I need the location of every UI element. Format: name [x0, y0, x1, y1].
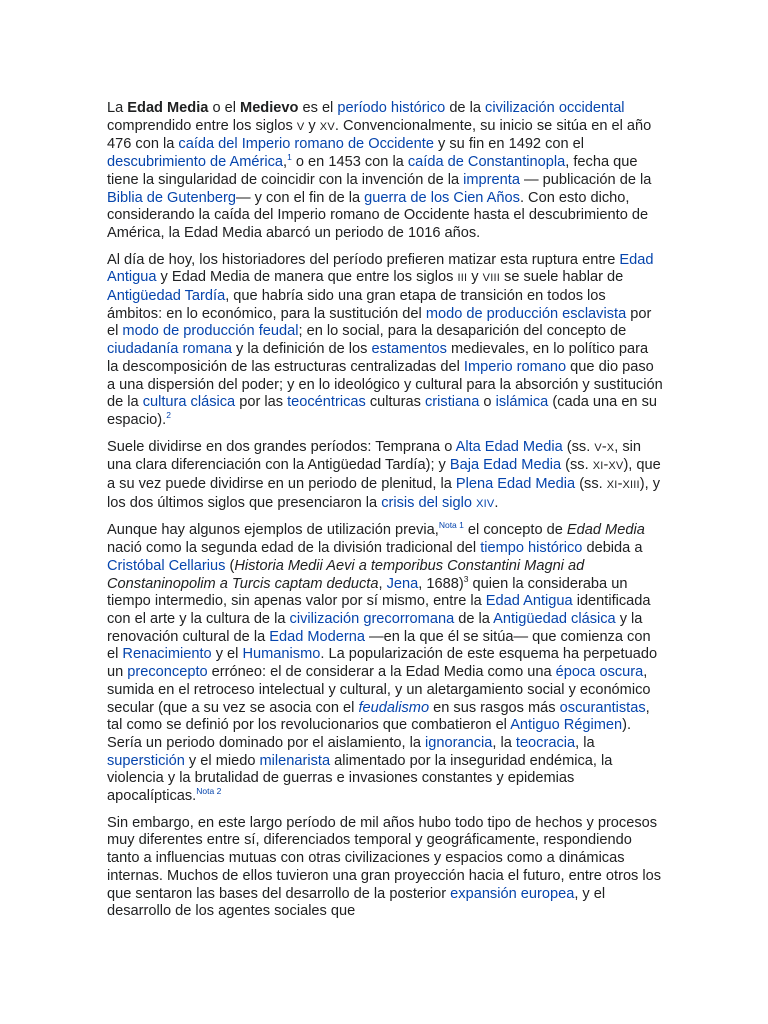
text-run: identificada con el arte y la cultura de la: [107, 593, 651, 627]
wiki-link[interactable]: guerra de los Cien Años: [364, 189, 520, 206]
text-run: y la renovación cultural de la: [107, 610, 643, 645]
text-run: ,: [378, 575, 387, 592]
wiki-link[interactable]: cristiana: [425, 394, 480, 411]
wiki-link[interactable]: teocracia: [515, 734, 576, 751]
text-run: , fecha que tiene la singularidad de coincidir con la invención de la: [107, 154, 638, 188]
text-run: — publicación de la: [519, 171, 652, 188]
wiki-link[interactable]: caída del Imperio romano de Occidente: [178, 136, 434, 153]
wiki-link[interactable]: modo de producción feudal: [122, 323, 299, 340]
text-run: (cada una en su espacio).: [107, 394, 658, 428]
paragraph-3: [107, 439, 663, 514]
wiki-link[interactable]: descubrimiento de América: [107, 154, 284, 171]
text-run: -: [603, 457, 609, 474]
wiki-link[interactable]: Jena: [386, 575, 419, 592]
wiki-link[interactable]: Renacimiento: [122, 646, 212, 663]
roman-numeral: XIII: [622, 479, 640, 492]
paragraph-1: [107, 100, 663, 243]
text-run: erróneo: el de considerar a la Edad Media como una: [207, 664, 556, 681]
wiki-link[interactable]: superstición: [107, 752, 185, 769]
reference-marker: [166, 410, 171, 420]
wiki-link[interactable]: feudalismo: [358, 699, 430, 716]
text-run: , la: [575, 734, 595, 751]
reference-marker: [196, 786, 221, 796]
reference-link[interactable]: Nota 1: [438, 520, 464, 531]
text-run: , la: [492, 734, 516, 751]
wiki-link[interactable]: época oscura: [555, 664, 644, 681]
wiki-link[interactable]: oscurantistas: [559, 699, 646, 716]
text-run: de la: [445, 100, 486, 116]
text-run: (ss.: [575, 476, 607, 493]
wiki-link[interactable]: Imperio romano: [463, 358, 567, 375]
text-run: y: [304, 117, 320, 134]
text-run: o el: [208, 100, 241, 116]
text-run: nació como la segunda edad de la división tradicional del: [107, 540, 481, 557]
text-run: —en la que él se sitúa— que comienza con el: [107, 628, 651, 663]
reference-link[interactable]: 2: [166, 409, 171, 420]
text-run: , sumida en el retroceso intelectual y cultural, y un aletargamiento social y económico secular (que a su vez se asocia con el: [107, 664, 651, 716]
text-run: o: [479, 394, 496, 411]
text-run: , que habría sido una gran etapa de transición en todos los ámbitos: en lo económico, para la sustitución del: [107, 288, 606, 322]
italic-text: Historia Medii Aevi a temporibus Constantini Magni ad Constaninopolim a Turcis captam deducta: [107, 557, 585, 592]
wiki-link[interactable]: Biblia de Gutenberg: [107, 189, 236, 206]
text-run: ,: [283, 154, 288, 171]
wiki-link[interactable]: Alta Edad Media: [455, 438, 563, 455]
text-run: culturas: [365, 394, 425, 411]
roman-numeral: V: [296, 120, 305, 133]
text-run: y: [467, 269, 483, 286]
text-run: en sus rasgos más: [429, 699, 560, 716]
wiki-link[interactable]: civilización grecorromana: [289, 610, 455, 627]
text-run: y la definición de los: [231, 341, 372, 358]
text-run: medievales, en lo político para la descomposición de las estructuras centralizadas del: [107, 341, 649, 375]
text-run: — y con el fin de la: [236, 189, 365, 206]
text-run: y Edad Media de manera que entre los siglos: [156, 269, 458, 286]
wiki-link[interactable]: XIV: [476, 497, 495, 510]
wiki-link[interactable]: Antiguo Régimen: [510, 717, 623, 734]
wiki-link[interactable]: crisis del siglo: [381, 494, 477, 511]
wiki-link[interactable]: civilización occidental: [485, 100, 625, 116]
bold-term: Medievo: [240, 100, 299, 116]
reference-marker: 3: [463, 573, 469, 584]
wiki-link[interactable]: Antigüedad Tardía: [107, 288, 226, 305]
wiki-link[interactable]: Humanismo: [242, 646, 321, 663]
wiki-link[interactable]: ciudadanía romana: [107, 341, 232, 358]
text-run: Sin embargo, en este largo período de mil años hubo todo tipo de hechos y procesos muy diferentes entre sí, diferenciados temporal y geográficamente, respondiendo tanto a influencias mutuas con otras civilizaciones y espacios como a dinámicas internas. Muchos de ellos tuvieron una gran proyección hacia el futuro, entre otros los que sentaron las bases del desarrollo de la posterior: [107, 814, 662, 902]
roman-numeral: XV: [608, 460, 624, 473]
text-run: y el: [211, 646, 243, 663]
paragraph-5: [107, 815, 663, 921]
wiki-link[interactable]: Antigüedad clásica: [493, 610, 616, 627]
roman-numeral: III: [457, 272, 468, 285]
text-run: Aunque hay algunos ejemplos de utilización previa,: [107, 522, 439, 539]
wiki-link[interactable]: período histórico: [337, 100, 446, 116]
text-run: se suele hablar de: [499, 269, 624, 286]
text-run: , y el desarrollo de los agentes sociales que: [107, 885, 606, 920]
article-body: [107, 100, 663, 930]
wiki-link[interactable]: Plena Edad Media: [455, 476, 576, 493]
wiki-link[interactable]: milenarista: [259, 752, 331, 769]
text-run: , 1688): [418, 575, 464, 592]
bold-term: Edad Media: [127, 100, 209, 116]
text-run: por las: [235, 394, 288, 411]
wiki-link[interactable]: Baja Edad Media: [449, 457, 562, 474]
text-run: (ss.: [561, 457, 593, 474]
text-run: de la: [454, 610, 494, 627]
text-run: , tal como se definió por los revolucionarios que combatieron el: [107, 699, 650, 734]
reference-link[interactable]: 1: [287, 152, 292, 163]
roman-numeral: V: [594, 441, 602, 454]
text-run: o en 1453 con la: [291, 154, 408, 171]
roman-numeral: XI: [606, 479, 618, 492]
text-run: y su fin en 1492 con el: [433, 136, 585, 153]
paragraph-2: [107, 252, 663, 430]
text-run: es el: [298, 100, 338, 116]
italic-text: Edad Media: [566, 522, 645, 539]
text-run: -: [601, 438, 607, 455]
text-run: quien la consideraba un tiempo intermedio, sin apenas valor por sí mismo, entre la: [107, 575, 628, 610]
text-run: ), y los dos últimos siglos que presenciaron la: [107, 476, 661, 511]
text-run: y el miedo: [184, 752, 260, 769]
text-run: ; en lo social, para la desaparición del concepto de: [298, 323, 627, 340]
text-run: alimentado por la inseguridad endémica, la violencia y la brutalidad de guerras e invasiones constantes y epidemias apocalípticas.: [107, 752, 613, 805]
wiki-link[interactable]: Edad Moderna: [269, 628, 365, 645]
text-run: ), que a su vez puede dividirse en un periodo de plenitud, la: [107, 457, 661, 493]
roman-numeral: XI: [592, 460, 604, 473]
wiki-link[interactable]: islámica: [495, 394, 549, 411]
text-run: ). Sería un periodo dominado por el aislamiento, la: [107, 717, 632, 751]
paragraph-4: [107, 522, 663, 805]
roman-numeral: VIII: [482, 272, 500, 285]
wiki-link[interactable]: Edad Antigua: [485, 593, 573, 610]
reference-link[interactable]: Nota 2: [196, 786, 222, 797]
text-run: , sin una clara diferenciación con la Antigüedad Tardía); y: [107, 438, 642, 474]
wiki-link[interactable]: Cristóbal Cellarius: [107, 557, 226, 574]
wiki-link[interactable]: expansión europea: [450, 885, 575, 902]
text-run: que dio paso a una dispersión del poder; y en lo ideológico y cultural para la absorción y sustitución de la: [107, 358, 663, 411]
text-run: . Con esto dicho, considerando la caída del Imperio romano de Occidente hasta el descubrimiento de América, la Edad Media abarcó un periodo de 1016 años.: [107, 189, 649, 241]
text-run: el concepto de: [463, 522, 567, 539]
text-run: La: [107, 100, 128, 116]
wiki-link[interactable]: estamentos: [371, 341, 447, 358]
text-run: . Convencionalmente, su inicio se sitúa en el año 476 con la: [107, 117, 652, 153]
text-run: Al día de hoy, los historiadores del período prefieren matizar esta ruptura entre: [107, 251, 620, 268]
wiki-link[interactable]: caída de Constantinopla: [407, 154, 566, 171]
wiki-link[interactable]: Edad Antigua: [107, 251, 654, 286]
reference-marker: [439, 520, 464, 530]
wiki-link[interactable]: cultura clásica: [142, 394, 236, 411]
text-run: (: [225, 557, 235, 574]
wiki-link[interactable]: modo de producción esclavista: [425, 305, 627, 322]
roman-numeral: X: [606, 441, 615, 454]
wiki-link[interactable]: ignorancia: [425, 734, 493, 751]
text-run: .: [494, 494, 499, 511]
wiki-link[interactable]: teocéntricas: [287, 394, 366, 411]
text-run: comprendido entre los siglos: [107, 117, 297, 134]
text-run: Suele dividirse en dos grandes períodos: Temprana o: [107, 438, 456, 455]
text-run: (ss.: [562, 438, 595, 455]
wiki-link[interactable]: preconcepto: [127, 664, 208, 681]
roman-numeral: XV: [319, 120, 335, 133]
wiki-link[interactable]: imprenta: [463, 171, 520, 188]
text-run: debida a: [582, 540, 643, 557]
wiki-link[interactable]: tiempo histórico: [480, 540, 583, 557]
text-run: -: [617, 476, 623, 493]
text-run: . La popularización de este esquema ha perpetuado un: [107, 646, 658, 681]
text-run: por el: [107, 305, 652, 340]
